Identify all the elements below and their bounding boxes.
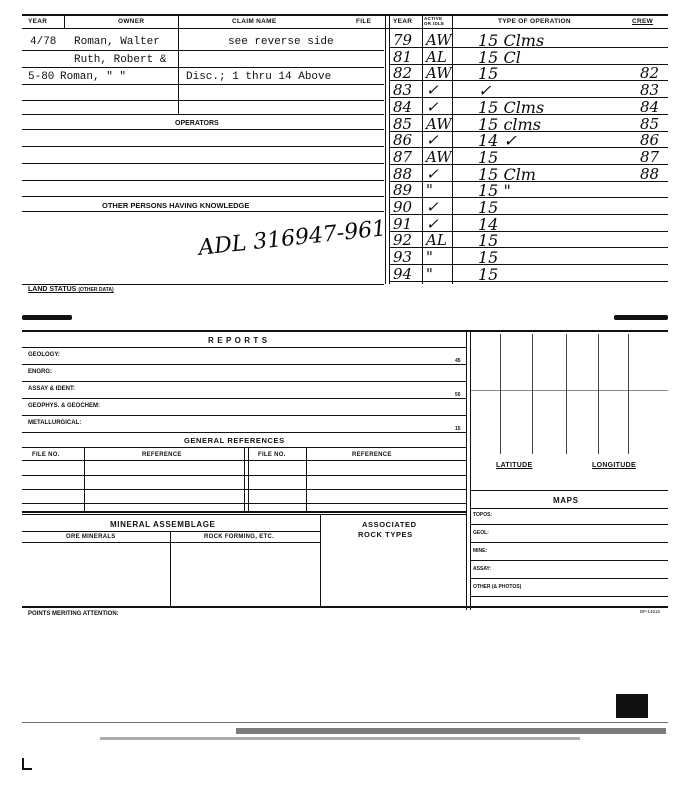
log-status: AW — [426, 64, 452, 82]
report-row-label: ENGRG: — [28, 369, 52, 375]
report-row-line — [22, 415, 466, 416]
log-status: " — [426, 248, 433, 266]
report-row-code: 45 — [455, 358, 461, 364]
log-status: ✓ — [426, 198, 439, 216]
log-year: 93 — [393, 248, 413, 266]
gr-col-file-1: FILE NO. — [32, 452, 60, 458]
log-status: AW — [426, 148, 452, 166]
year-header-2: YEAR — [393, 18, 413, 25]
log-status: " — [426, 181, 433, 199]
owner-row-2-owner: Ruth, Robert & — [74, 54, 167, 66]
gr-col-ref-1: REFERENCE — [142, 452, 182, 458]
map-row-label: ASSAY: — [473, 566, 492, 572]
log-type: 14 ✓ — [478, 131, 517, 150]
map-row-label: MINE: — [473, 548, 488, 554]
latitude-label: LATITUDE — [496, 462, 533, 469]
map-row-line — [470, 596, 668, 597]
owner-row-3-year: 5-80 — [28, 71, 55, 83]
scan-corner-mark-2 — [22, 768, 32, 770]
log-year: 94 — [393, 265, 413, 283]
right-scan-mark — [614, 315, 668, 320]
adl-handwritten-note: ADL 316947-961 — [197, 216, 388, 261]
log-status: ✓ — [426, 98, 439, 116]
log-year: 88 — [393, 165, 413, 183]
log-type: 15 — [478, 265, 499, 284]
log-type: 15 clms — [478, 115, 541, 134]
log-year: 87 — [393, 148, 413, 166]
owner-row-1-claim: see reverse side — [228, 36, 334, 48]
log-year: 91 — [393, 215, 413, 233]
log-type: 15 — [478, 64, 499, 83]
log-status: AW — [426, 31, 452, 49]
report-row-line — [22, 432, 466, 433]
log-year: 81 — [393, 48, 413, 66]
log-year: 86 — [393, 131, 413, 149]
log-type: 15 — [478, 148, 499, 167]
owner-header: OWNER — [118, 18, 145, 25]
points-meriting-attention: POINTS MERITING ATTENTION: — [28, 611, 119, 617]
log-type: 15 Cl — [478, 48, 521, 67]
scan-smudge-band — [236, 728, 666, 734]
log-status: AW — [426, 115, 452, 133]
scan-smudge-band-2 — [100, 737, 580, 740]
map-row-label: OTHER (& PHOTOS) — [473, 584, 522, 590]
log-status: AL — [426, 48, 447, 66]
coord-grid-line — [566, 334, 567, 454]
log-type: 15 Clms — [478, 98, 545, 117]
gr-col-file-2: FILE NO. — [258, 452, 286, 458]
log-year: 89 — [393, 181, 413, 199]
log-crew: 88 — [640, 165, 660, 183]
land-status-title: LAND STATUS — [28, 286, 77, 293]
map-row-line — [470, 578, 668, 579]
log-crew: 86 — [640, 131, 660, 149]
active-idle-header: ACTIVE OR IDLE — [424, 16, 445, 26]
associated-label: ASSOCIATED — [362, 520, 417, 529]
mineral-assemblage-title: MINERAL ASSEMBLAGE — [110, 520, 216, 529]
log-type: 14 — [478, 215, 499, 234]
log-status: ✓ — [426, 165, 439, 183]
log-crew: 82 — [640, 64, 660, 82]
map-row-label: TOPOS: — [473, 512, 493, 518]
maps-title: MAPS — [553, 496, 579, 505]
log-year: 83 — [393, 81, 413, 99]
log-crew: 87 — [640, 148, 660, 166]
report-row-code: 50 — [455, 392, 461, 398]
crew-header: CREW — [632, 18, 654, 25]
log-type: ✓ — [478, 81, 492, 100]
coord-grid-line — [598, 334, 599, 454]
report-row-label: ASSAY & IDENT: — [28, 386, 76, 392]
land-status-note: (OTHER DATA) — [78, 287, 114, 293]
coord-grid-line — [532, 334, 533, 454]
log-status: ✓ — [426, 215, 439, 233]
report-row-label: METALLURGICAL: — [28, 420, 82, 426]
owner-row-1-year: 4/78 — [30, 36, 57, 48]
left-scan-mark — [22, 315, 72, 320]
rock-types-label: ROCK TYPES — [358, 530, 413, 539]
log-type: 15 — [478, 248, 499, 267]
log-type: 15 " — [478, 181, 511, 200]
coord-grid-line — [500, 334, 501, 454]
report-row-label: GEOLOGY: — [28, 352, 60, 358]
log-type: 15 Clms — [478, 31, 545, 50]
report-row-line — [22, 381, 466, 382]
log-crew: 83 — [640, 81, 660, 99]
log-type: 15 — [478, 231, 499, 250]
log-status: " — [426, 265, 433, 283]
owner-row-3-claim: Disc.; 1 thru 14 Above — [186, 71, 332, 83]
report-row-label: GEOPHYS. & GEOCHEM: — [28, 403, 101, 409]
log-crew: 85 — [640, 115, 660, 133]
log-type: 15 Clm — [478, 165, 536, 184]
scan-smudge-square — [616, 694, 648, 718]
ore-minerals-label: ORE MINERALS — [66, 534, 116, 540]
operators-label: OPERATORS — [175, 120, 219, 127]
owner-row-3-owner: Roman, " " — [60, 71, 127, 83]
map-row-line — [470, 524, 668, 525]
log-status: AL — [426, 231, 447, 249]
gr-col-ref-2: REFERENCE — [352, 452, 392, 458]
log-year: 92 — [393, 231, 413, 249]
file-header: FILE — [356, 18, 372, 25]
log-status: ✓ — [426, 81, 439, 99]
log-crew: 84 — [640, 98, 660, 116]
log-year: 79 — [393, 31, 413, 49]
owner-row-1-owner: Roman, Walter — [74, 36, 160, 48]
other-persons-label: OTHER PERSONS HAVING KNOWLEDGE — [102, 201, 250, 210]
type-of-operation-header: TYPE OF OPERATION — [498, 18, 571, 25]
log-status: ✓ — [426, 131, 439, 149]
log-year: 85 — [393, 115, 413, 133]
rock-forming-label: ROCK FORMING, ETC. — [204, 534, 275, 540]
log-type: 15 — [478, 198, 499, 217]
form-number: BP-14616 — [640, 609, 661, 614]
reports-title: R E P O R T S — [208, 336, 268, 345]
longitude-label: LONGITUDE — [592, 462, 636, 469]
map-row-label: GEOL: — [473, 530, 489, 536]
report-row-line — [22, 398, 466, 399]
general-references-title: GENERAL REFERENCES — [184, 436, 285, 445]
land-status-label — [28, 286, 114, 293]
report-row-code: 15 — [455, 426, 461, 432]
map-row-line — [470, 560, 668, 561]
map-row-line — [470, 542, 668, 543]
coord-grid-hline — [470, 390, 668, 391]
log-year: 84 — [393, 98, 413, 116]
claim-name-header: CLAIM NAME — [232, 18, 277, 25]
log-year: 82 — [393, 64, 413, 82]
log-year: 90 — [393, 198, 413, 216]
report-row-line — [22, 364, 466, 365]
coord-grid-line — [628, 334, 629, 454]
year-header: YEAR — [28, 18, 48, 25]
